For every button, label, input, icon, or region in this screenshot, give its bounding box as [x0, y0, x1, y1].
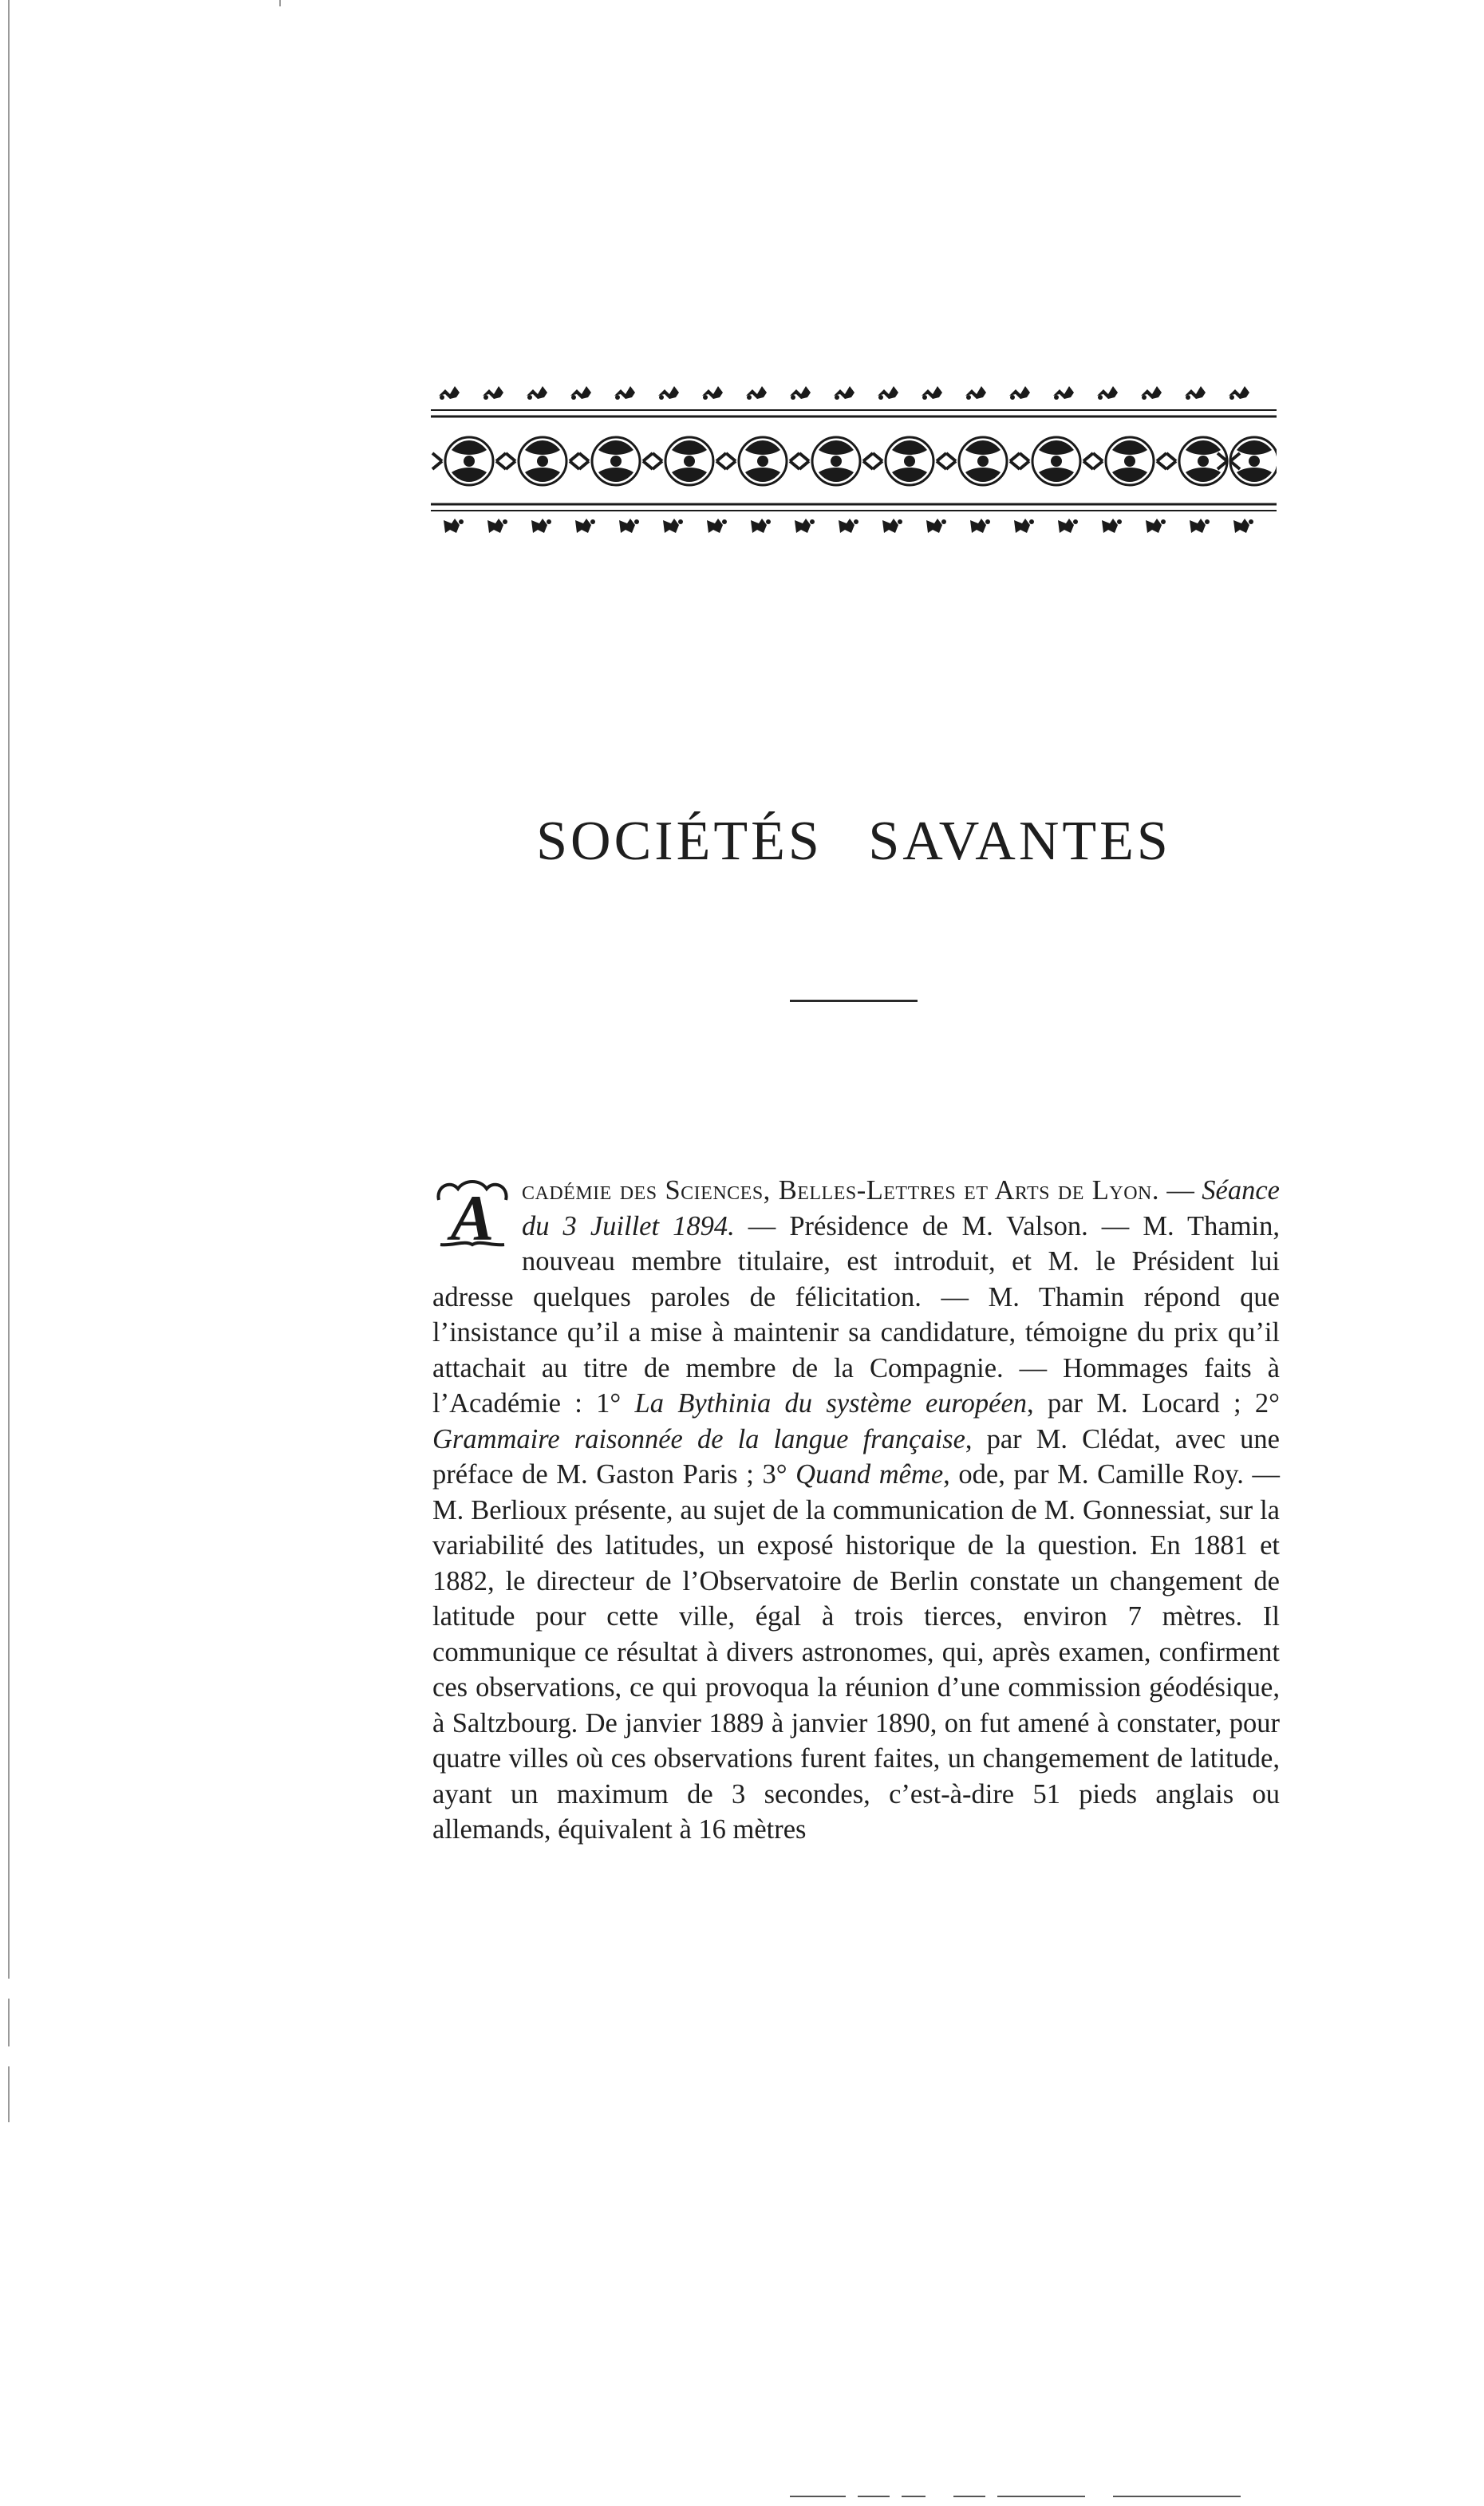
session-date: Séance du 3 Juillet 1894.: [522, 1175, 1280, 1241]
scan-mark: [902, 2496, 926, 2497]
title-rule: [790, 1000, 918, 1002]
scan-mark: [8, 1999, 10, 2046]
headpiece-ornament: [431, 375, 1277, 543]
work-title-3: Quand même: [795, 1459, 944, 1490]
scan-mark: [8, 2066, 10, 2122]
dash: —: [1158, 1175, 1202, 1206]
body-text: , ode, par M. Camille Roy. — M. Berlioux présente, au sujet de la communication de M. Gonnessiat, sur la variabilité des latitudes, un exposé historique de la question. En 1881 et 1882, le directeur de l’Observatoire de Berlin constate un changement de latitude pour cette ville, égal à trois tierces, environ 7 mètres. Il communique ce résultat à divers astronomes, qui, après examen, confirment ces observations, ce qui provoqua la réunion d’une commission géodésique, à Saltzbourg. De janvier 1889 à janvier 1890, on fut amené à constater, pour quatre villes où ces observations furent faites, un changemement de latitude, ayant un maximum de 3 secondes, c’est-à-dire 51 pieds anglais ou allemands, équivalent à 16 mètres: [432, 1459, 1281, 1845]
scan-mark: [1113, 2496, 1241, 2497]
work-credit-2: , par M. Clédat, avec une préface de M. Gaston Paris ; 3°: [432, 1423, 1280, 1490]
work-title-2: Grammaire raisonnée de la langue française: [432, 1423, 965, 1454]
dropcap-letter: A: [450, 1182, 495, 1253]
page-title: SOCIÉTÉS SAVANTES: [536, 811, 1171, 872]
scan-mark: [8, 0, 10, 1979]
scan-mark: [953, 2496, 985, 2497]
scan-mark: [997, 2496, 1085, 2497]
scan-mark: [858, 2496, 890, 2497]
scan-mark: [279, 0, 281, 6]
article-body: [432, 1173, 1280, 1848]
ornate-dropcap: [432, 1176, 512, 1253]
scan-mark: [790, 2496, 846, 2497]
intro-text: — Présidence de M. Valson. — M. Thamin, nouveau membre titulaire, est introduit, et M. le Président lui adresse quelques paroles de félicitation. — M. Thamin répond que l’insistance qu’il a mise à maintenir sa candidature, témoigne du prix qu’il attachait au titre de membre de la Compagnie. — Hommages faits à l’Académie : 1°: [432, 1210, 1280, 1419]
work-credit-1: , par M. Locard ; 2°: [1027, 1388, 1280, 1419]
work-title-1: La Bythinia du système européen: [634, 1388, 1028, 1419]
institution-name: cadémie des Sciences, Belles-Lettres et Arts de Lyon.: [522, 1175, 1159, 1206]
